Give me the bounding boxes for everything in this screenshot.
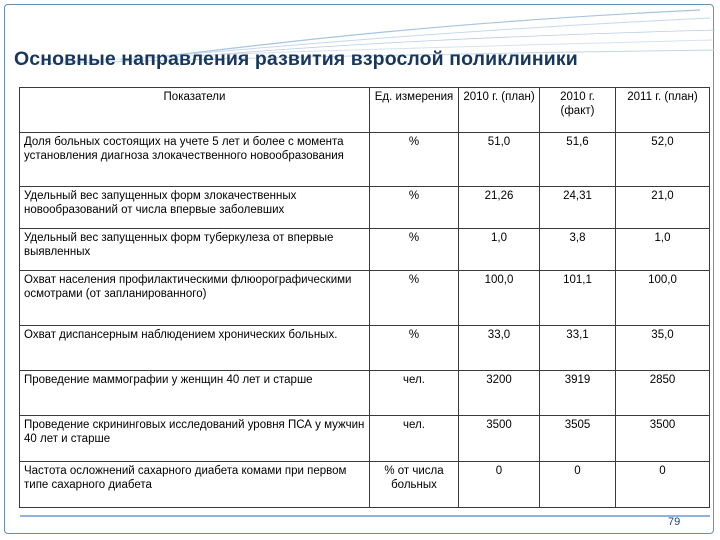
plan-2010-cell: 33,0 (459, 326, 540, 371)
column-header-plan-2011: 2011 г. (план) (616, 88, 710, 133)
plan-2011-cell: 1,0 (616, 229, 710, 271)
table-row (20, 229, 710, 271)
table-header-row (20, 88, 710, 133)
table-row (20, 271, 710, 326)
unit-cell: % (370, 271, 459, 326)
unit-cell: % (370, 229, 459, 271)
indicator-name: Проведение маммографии у женщин 40 лет и старше (20, 371, 370, 416)
plan-2011-cell: 21,0 (616, 187, 710, 229)
table-row (20, 371, 710, 416)
plan-2010-cell: 21,26 (459, 187, 540, 229)
fact-2010-cell: 3,8 (540, 229, 616, 271)
indicator-name: Охват населения профилактическими флюорографическими осмотрами (от запланированного) (20, 271, 370, 326)
table-row (20, 133, 710, 187)
indicator-name: Удельный вес запущенных форм туберкулеза от впервые выявленных (20, 229, 370, 271)
plan-2011-cell: 2850 (616, 371, 710, 416)
plan-2010-cell: 3200 (459, 371, 540, 416)
plan-2011-cell: 3500 (616, 416, 710, 462)
table-row (20, 462, 710, 508)
plan-2011-cell: 0 (616, 462, 710, 508)
plan-2010-cell: 3500 (459, 416, 540, 462)
fact-2010-cell: 24,31 (540, 187, 616, 229)
plan-2011-cell: 35,0 (616, 326, 710, 371)
plan-2010-cell: 100,0 (459, 271, 540, 326)
fact-2010-cell: 3505 (540, 416, 616, 462)
indicator-name: Удельный вес запущенных форм злокачественных новообразований от числа впервые заболевших (20, 187, 370, 229)
unit-cell: чел. (370, 371, 459, 416)
plan-2011-cell: 100,0 (616, 271, 710, 326)
indicator-name: Частота осложнений сахарного диабета комами при первом типе сахарного диабета (20, 462, 370, 508)
plan-2010-cell: 51,0 (459, 133, 540, 187)
unit-cell: чел. (370, 416, 459, 462)
page-number: 79 (668, 516, 681, 528)
plan-2010-cell: 0 (459, 462, 540, 508)
unit-cell: % (370, 326, 459, 371)
table-row (20, 187, 710, 229)
fact-2010-cell: 51,6 (540, 133, 616, 187)
fact-2010-cell: 0 (540, 462, 616, 508)
fact-2010-cell: 33,1 (540, 326, 616, 371)
fact-2010-cell: 101,1 (540, 271, 616, 326)
plan-2010-cell: 1,0 (459, 229, 540, 271)
column-header-indicator: Показатели (20, 88, 370, 133)
indicator-name: Проведение скрининговых исследований уровня ПСА у мужчин 40 лет и старше (20, 416, 370, 462)
indicators-table (19, 87, 710, 508)
plan-2011-cell: 52,0 (616, 133, 710, 187)
unit-cell: % (370, 133, 459, 187)
unit-cell: % от числа больных (370, 462, 459, 508)
page-title: Основные направления развития взрослой поликлиники (14, 48, 578, 70)
column-header-plan-2010: 2010 г. (план) (459, 88, 540, 133)
footer-divider (20, 515, 710, 517)
indicator-name: Доля больных состоящих на учете 5 лет и более с момента установления диагноза злокачественного новообразования (20, 133, 370, 187)
column-header-unit: Ед. измерения (370, 88, 459, 133)
unit-cell: % (370, 187, 459, 229)
table-row (20, 326, 710, 371)
table-row (20, 416, 710, 462)
fact-2010-cell: 3919 (540, 371, 616, 416)
column-header-fact-2010: 2010 г. (факт) (540, 88, 616, 133)
indicator-name: Охват диспансерным наблюдением хронических больных. (20, 326, 370, 371)
